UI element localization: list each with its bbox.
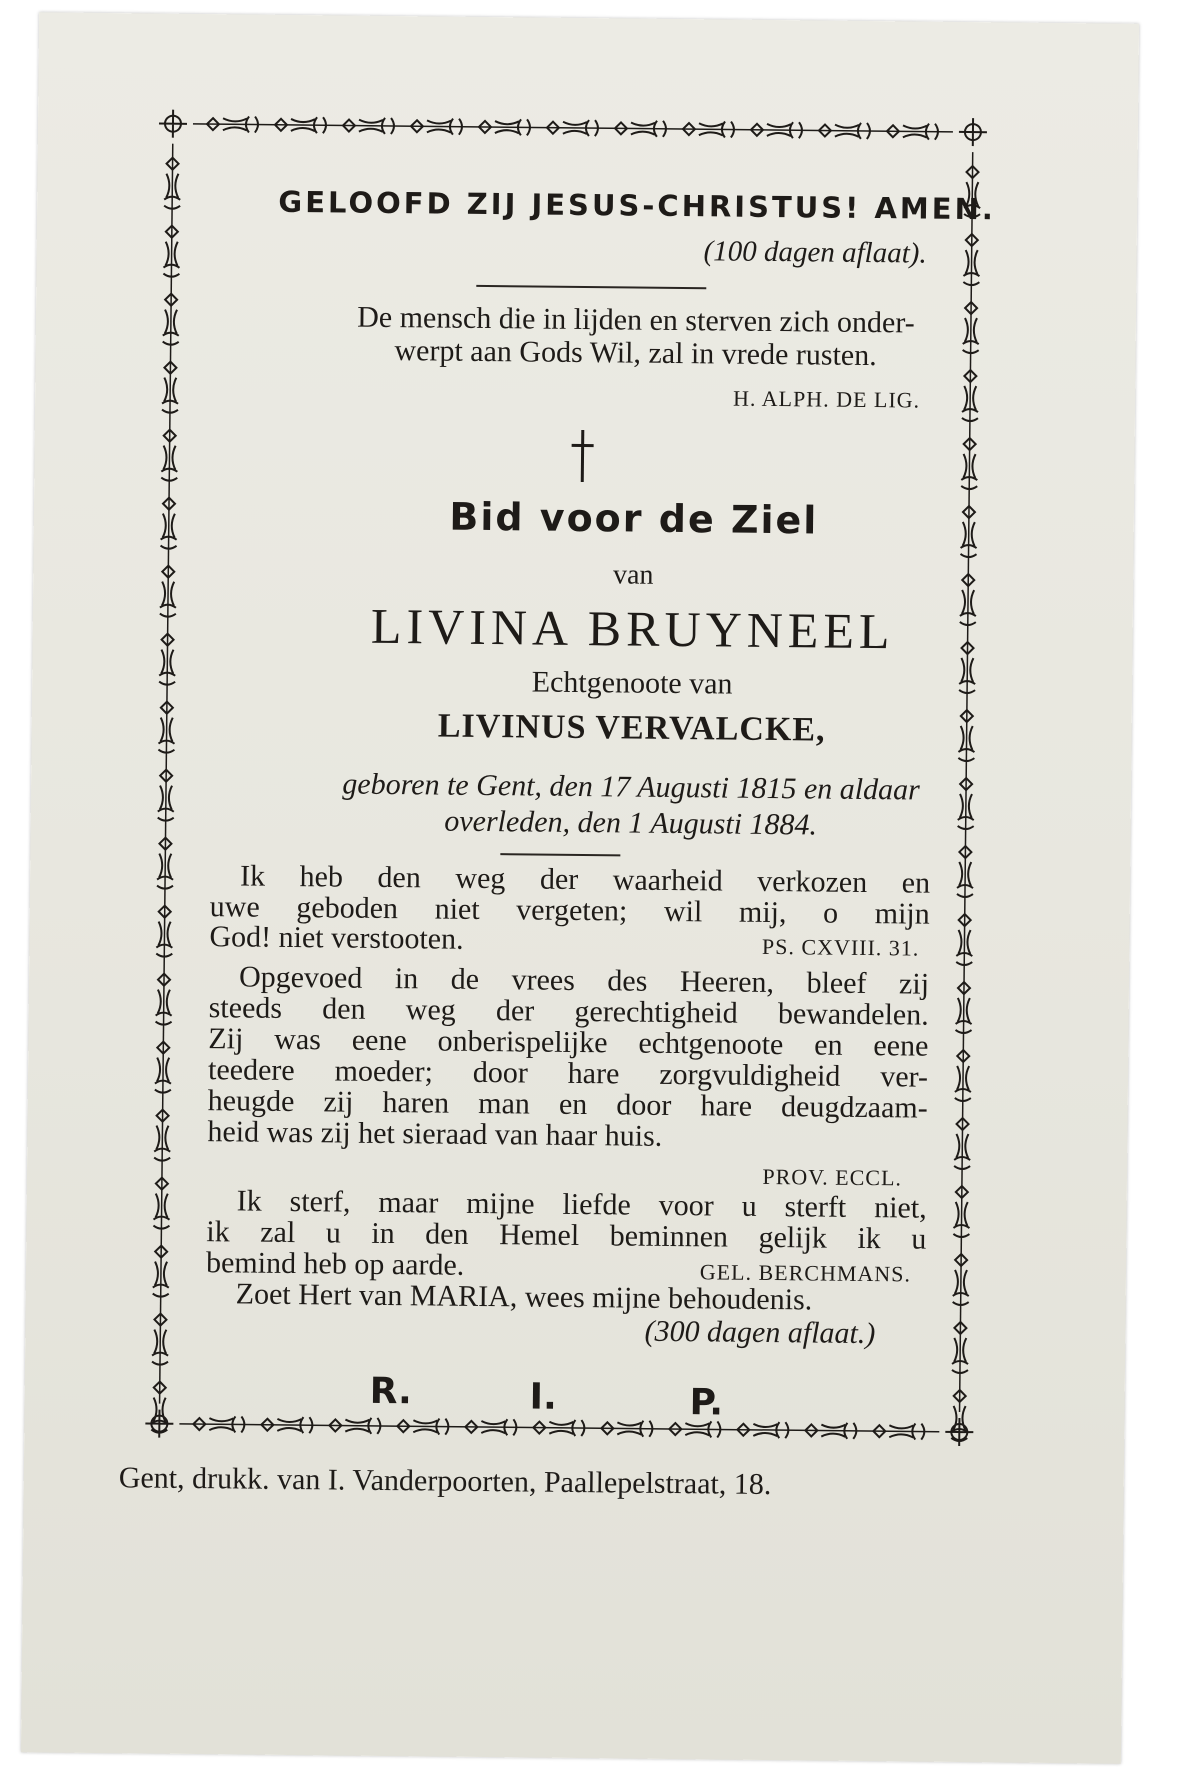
psalm-line3: God! niet verstooten. [209,920,464,956]
title-van: van [612,559,654,591]
bio-line3: Zij was eene onberispelijke echtgenoote en eene [208,1022,929,1063]
psalm-source: PS. CXVIII. 31. [761,933,920,961]
farewell-line2: ik zal u in den Hemel beminnen gelijk ik u [206,1215,927,1256]
birth-line: geboren te Gent, den 17 Augusti 1815 en aldaar [342,767,920,807]
bio-line2: steeds den weg der gerechtigheid bewandelen. [208,991,929,1032]
bio-line1: Opgevoed in de vrees des Heeren, bleef zij [238,960,930,1001]
farewell-source: GEL. BERCHMANS. [699,1259,912,1287]
psalm-line1: Ik heb den weg der waarheid verkozen en [239,859,931,900]
memorial-card [21,12,1139,1763]
quote1-source: H. ALPH. DE LIG. [732,385,921,413]
farewell-aflaat: (300 dagen aflaat.) [644,1314,876,1351]
deceased-name: LIVINA BRUYNEEL [370,597,895,660]
farewell-line1: Ik sterf, maar mijne liefde voor u sterft niet, [236,1184,927,1225]
printer-line: Gent, drukk. van I. Vanderpoorten, Paallepelstraat, 18. [118,1461,772,1502]
header-aflaat: (100 dagen aflaat). [703,235,927,270]
cross-icon [569,430,596,482]
spouse-name: LIVINUS VERVALCKE, [437,707,826,749]
title-line: Bid voor de Ziel [449,494,819,543]
bio-line4: teedere moeder; door hare zorgvuldigheid ver- [207,1053,929,1094]
psalm-line2: uwe geboden niet vergeten; wil mij, o mijn [209,890,930,931]
farewell-prayer: Zoet Hert van MARIA, wees mijne behoudenis. [235,1277,813,1317]
header-line: GELOOFD ZIJ JESUS-CHRISTUS! AMEN. [278,184,997,227]
rip-i: I. [529,1376,557,1418]
bio-source: PROV. ECCL. [762,1163,903,1191]
farewell-line3: bemind heb op aarde. [205,1246,465,1282]
bio-line6: heid was zij het sieraad van haar huis. [207,1115,663,1153]
quote1-line1: De mensch die in lijden en sterven zich onder- [357,300,915,340]
rip-p: P. [689,1382,724,1424]
quote1-line2: werpt aan Gods Wil, zal in vrede rusten. [394,334,877,373]
death-line: overleden, den 1 Augusti 1884. [444,804,818,842]
rip-r: R. [369,1370,413,1413]
spouse-label: Echtgenoote van [531,665,733,701]
bio-line5: heugde zij haren man en door hare deugdzaam- [207,1084,928,1125]
